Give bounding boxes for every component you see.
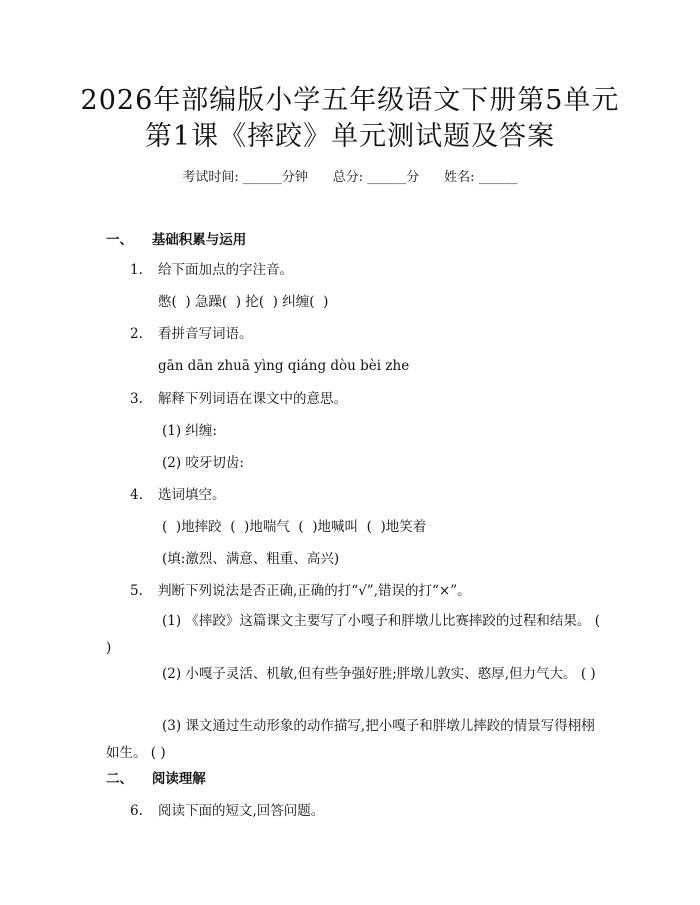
exam-info-row [0, 169, 700, 187]
total-score-blank: ______ [367, 170, 407, 185]
question-4-content: ( )地摔跤 ( )地喘气 ( )地喊叫 ( )地笑着 [162, 519, 427, 535]
question-3-item-1: (1) 纠缠: [162, 423, 217, 439]
total-score-label: 总分: [332, 170, 364, 185]
question-5-text: 判断下列说法是否正确,正确的打“√”,错误的打“×”。 [158, 583, 471, 599]
student-name-label: 姓名: [444, 170, 475, 185]
question-5-item-3: (3) 课文通过生动形象的动作描写,把小嘎子和胖墩儿摔跤的情景写得栩栩如生。 ( ) [106, 718, 595, 761]
question-6-text: 阅读下面的短文,回答问题。 [158, 803, 325, 819]
section-2-heading [106, 770, 206, 788]
question-3-item-2: (2) 咬牙切齿: [162, 455, 244, 471]
exam-time-blank: ______ [242, 170, 282, 185]
question-5-item-1: (1) 《摔跤》这篇课文主要写了小嘎子和胖墩儿比赛摔跤的过程和结果。 ( ) [106, 613, 600, 656]
exam-time-unit: 分钟 [281, 170, 308, 185]
section-1-number: 一、 [106, 232, 133, 248]
question-3-number: 3. [130, 391, 143, 407]
section-2-title: 阅读理解 [151, 771, 206, 787]
question-4-number: 4. [130, 487, 143, 503]
question-2-number: 2. [130, 326, 143, 342]
section-1-title: 基础积累与运用 [151, 232, 247, 248]
question-4-text: 选词填空。 [158, 487, 226, 503]
question-5-item-2: (2) 小嘎子灵活、机敏,但有些争强好胜;胖墩儿敦实、憨厚,但力气大。 ( ) [162, 666, 596, 682]
total-score-unit: 分 [406, 170, 420, 185]
question-1-text: 给下面加点的字注音。 [158, 262, 293, 278]
question-5-number: 5. [130, 583, 143, 599]
question-2-pinyin: gān dān zhuā yìng qiáng dòu bèi zhe [158, 358, 410, 374]
document-title-line-2: 第1课《摔跤》单元测试题及答案 [144, 121, 556, 152]
student-name-blank: ______ [478, 170, 518, 185]
question-1-number: 1. [130, 262, 143, 278]
question-6-number: 6. [130, 803, 143, 819]
question-2-text: 看拼音写词语。 [158, 326, 253, 342]
section-2-number: 二、 [106, 771, 133, 787]
section-1-heading [106, 231, 246, 249]
document-title-line-1: 2026年部编版小学五年级语文下册第5单元 [80, 85, 620, 116]
question-3-text: 解释下列词语在课文中的意思。 [158, 391, 347, 407]
question-4-hint: (填:激烈、满意、粗重、高兴) [162, 551, 340, 567]
exam-time-label: 考试时间: [182, 170, 239, 185]
question-1-content: 憋( ) 急躁( ) 抡( ) 纠缠( ) [158, 294, 329, 310]
